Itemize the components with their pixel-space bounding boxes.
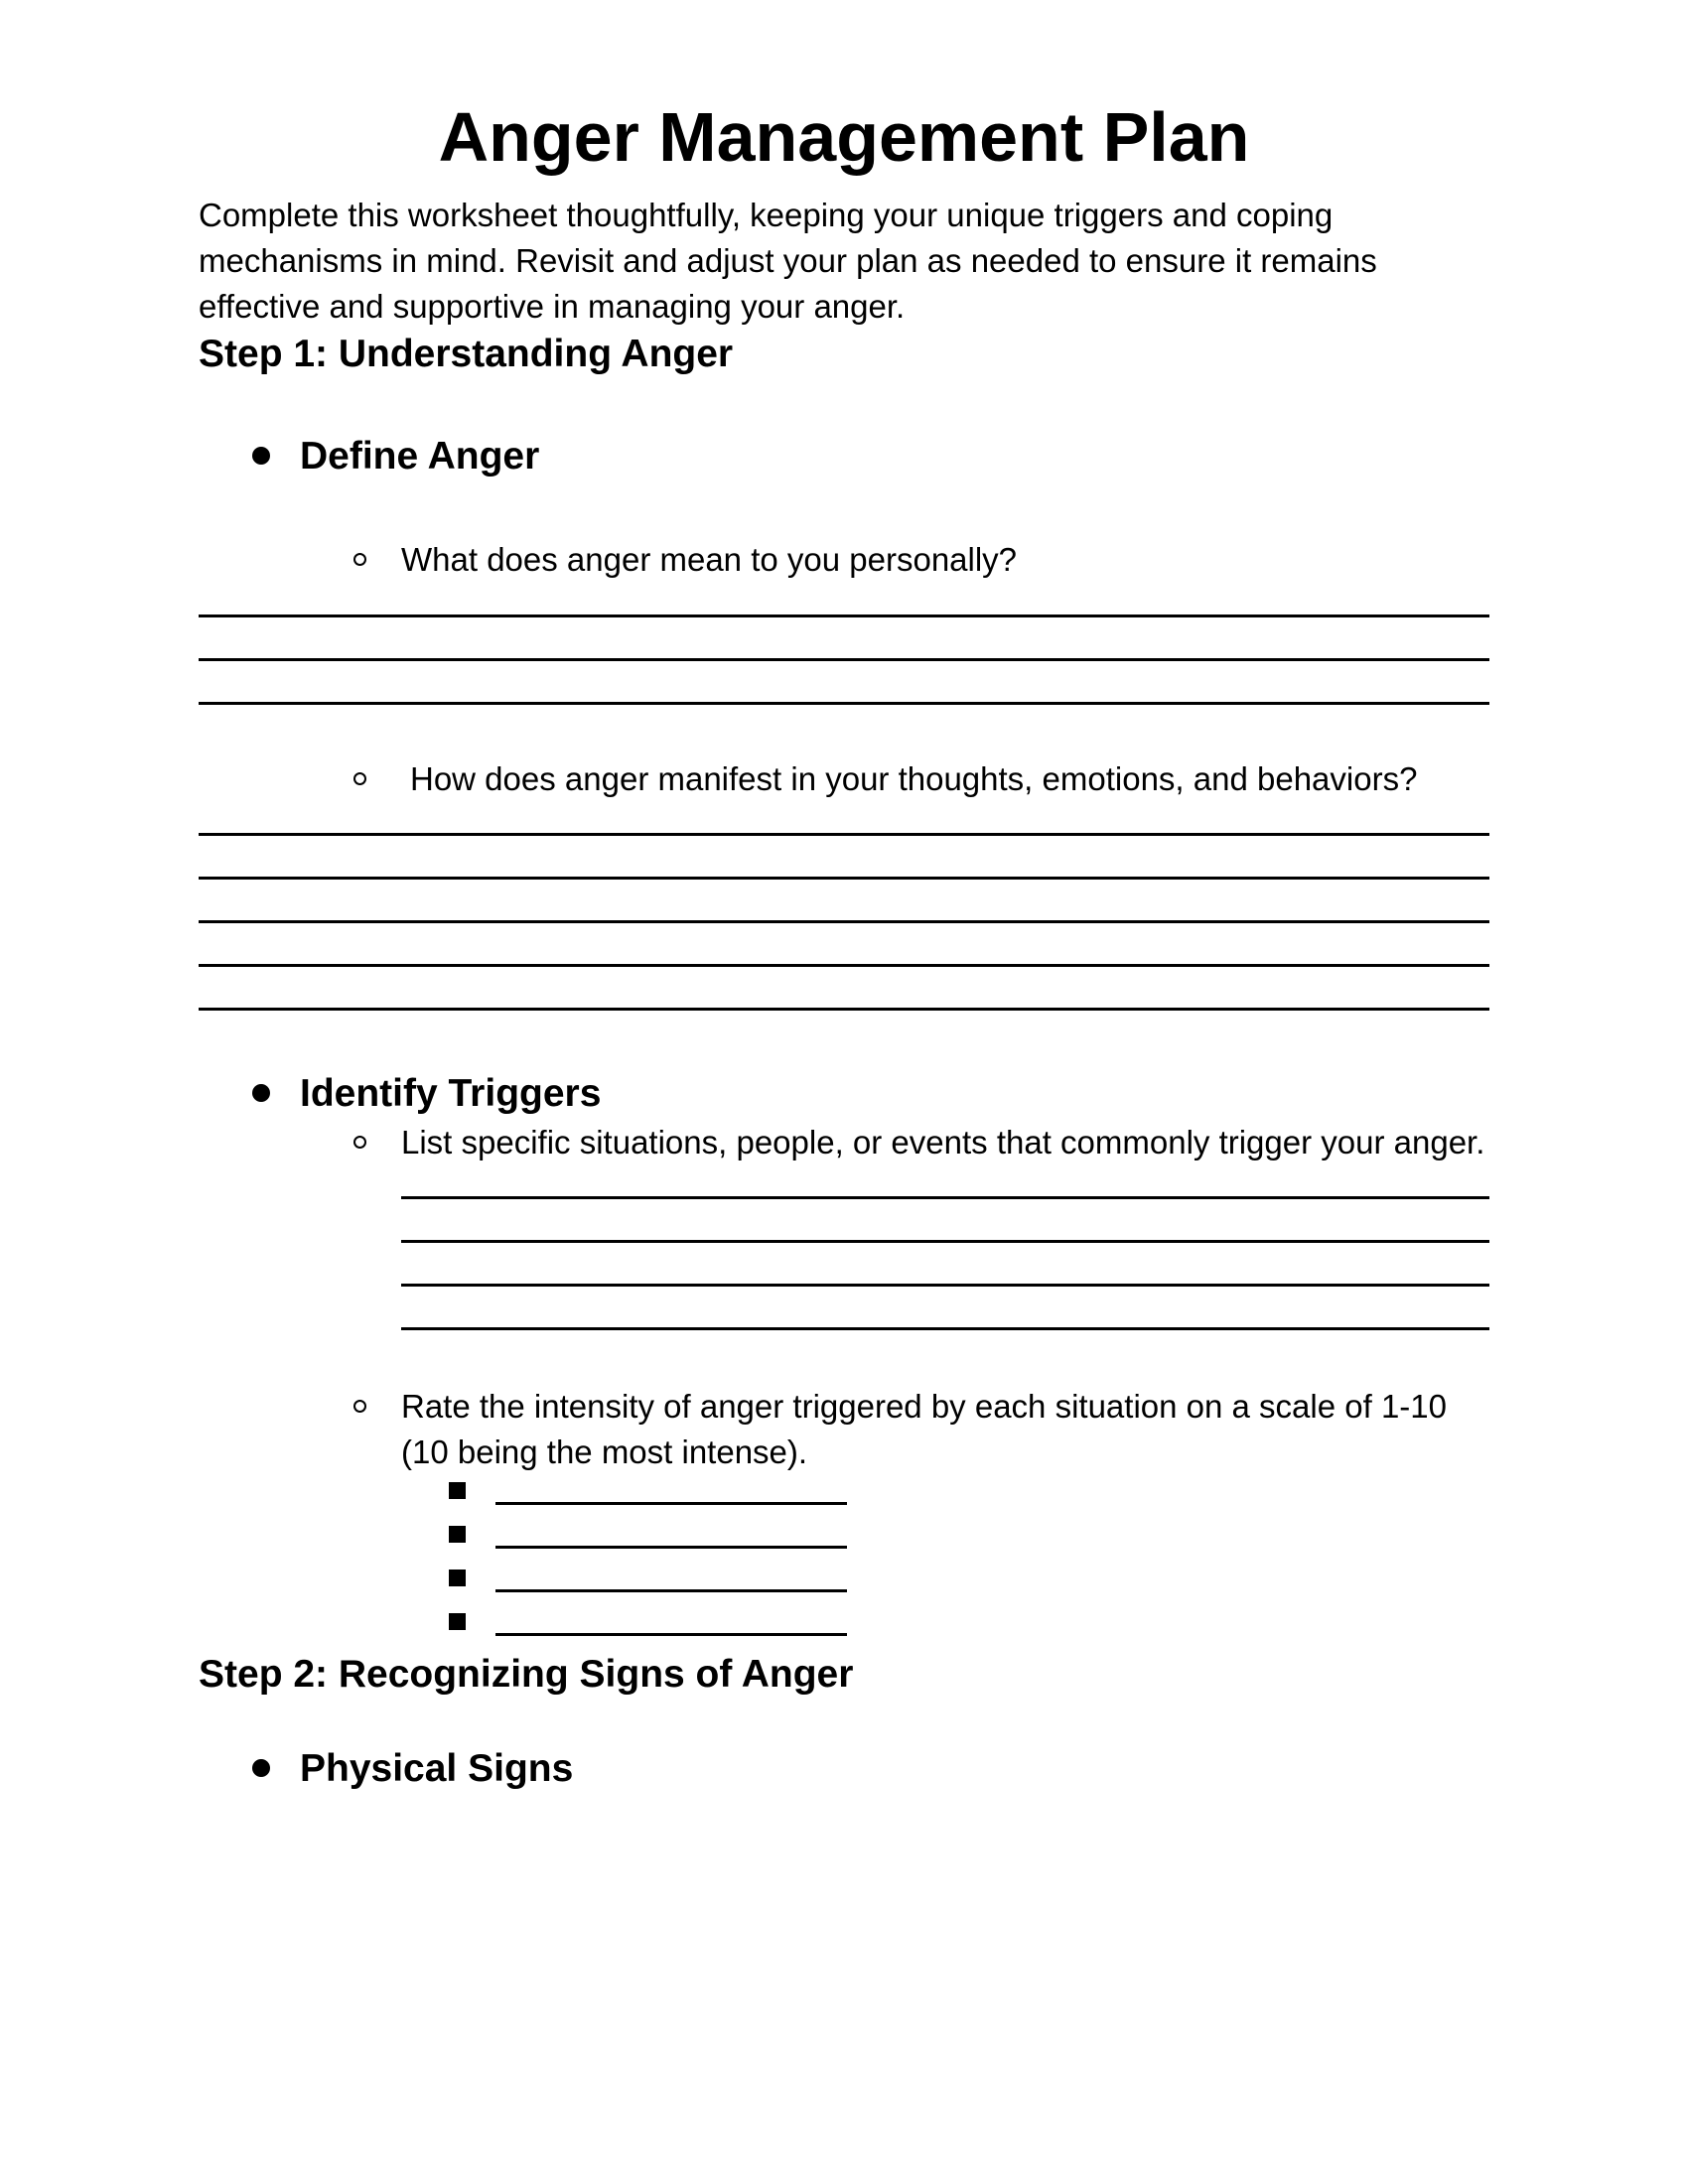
bullet-item-physical-signs bbox=[199, 1744, 1489, 1794]
physical-signs-label: Physical Signs bbox=[300, 1747, 574, 1790]
question-anger-meaning bbox=[199, 537, 1489, 583]
question-rate-intensity bbox=[199, 1384, 1489, 1475]
rating-slot bbox=[199, 1606, 1489, 1650]
bullet-dot-icon bbox=[252, 1759, 270, 1777]
answer-lines-list-triggers bbox=[199, 1165, 1489, 1340]
bullet-square-icon bbox=[449, 1570, 466, 1586]
answer-line[interactable] bbox=[199, 802, 1489, 846]
answer-line[interactable] bbox=[199, 977, 1489, 1021]
answer-line[interactable] bbox=[401, 1253, 1489, 1297]
answer-line[interactable] bbox=[199, 846, 1489, 889]
bullet-square-icon bbox=[449, 1526, 466, 1543]
bullet-square-icon bbox=[449, 1482, 466, 1499]
define-anger-label: Define Anger bbox=[300, 435, 540, 478]
answer-line[interactable] bbox=[401, 1209, 1489, 1253]
question-list-triggers-text: List specific situations, people, or events that commonly trigger your anger. bbox=[401, 1124, 1485, 1160]
question-anger-manifest bbox=[199, 756, 1489, 802]
rating-slot bbox=[199, 1475, 1489, 1519]
answer-line[interactable] bbox=[199, 671, 1489, 715]
answer-line[interactable] bbox=[401, 1297, 1489, 1340]
answer-lines-anger-meaning bbox=[199, 584, 1489, 715]
question-rate-intensity-text: Rate the intensity of anger triggered by each situation on a scale of 1-10 (10 being the most intense). bbox=[401, 1388, 1447, 1470]
rating-slot bbox=[199, 1519, 1489, 1563]
document-title: Anger Management Plan bbox=[438, 98, 1250, 176]
answer-line[interactable] bbox=[199, 627, 1489, 671]
bullet-dot-icon bbox=[252, 447, 270, 465]
intro-text: Complete this worksheet thoughtfully, keeping your unique triggers and coping mechanisms in mind. Revisit and adjust your plan as needed to ensure it remains effective and supportive in managing your anger. bbox=[199, 197, 1377, 325]
bullet-circle-icon bbox=[353, 1400, 366, 1413]
bullet-dot-icon bbox=[252, 1084, 270, 1102]
rating-line[interactable] bbox=[495, 1502, 847, 1505]
identify-triggers-label: Identify Triggers bbox=[300, 1072, 602, 1115]
rating-line[interactable] bbox=[495, 1589, 847, 1592]
rating-slot bbox=[199, 1563, 1489, 1606]
answer-line[interactable] bbox=[199, 933, 1489, 977]
bullet-circle-icon bbox=[353, 553, 366, 566]
bullet-circle-icon bbox=[353, 1136, 366, 1149]
answer-line[interactable] bbox=[199, 584, 1489, 627]
step-2-heading: Step 2: Recognizing Signs of Anger bbox=[199, 1653, 854, 1696]
answer-lines-anger-manifest bbox=[199, 802, 1489, 1021]
answer-line[interactable] bbox=[199, 889, 1489, 933]
question-list-triggers bbox=[199, 1120, 1489, 1165]
bullet-square-icon bbox=[449, 1613, 466, 1630]
rating-line[interactable] bbox=[495, 1633, 847, 1636]
rating-slots bbox=[199, 1475, 1489, 1650]
answer-line[interactable] bbox=[401, 1165, 1489, 1209]
rating-line[interactable] bbox=[495, 1546, 847, 1549]
bullet-circle-icon bbox=[353, 772, 366, 785]
bullet-item-define-anger bbox=[199, 432, 1489, 481]
question-anger-manifest-text: How does anger manifest in your thoughts, emotions, and behaviors? bbox=[410, 760, 1418, 797]
bullet-item-identify-triggers bbox=[199, 1069, 1489, 1119]
step-1-heading: Step 1: Understanding Anger bbox=[199, 333, 734, 375]
question-anger-meaning-text: What does anger mean to you personally? bbox=[401, 541, 1018, 578]
